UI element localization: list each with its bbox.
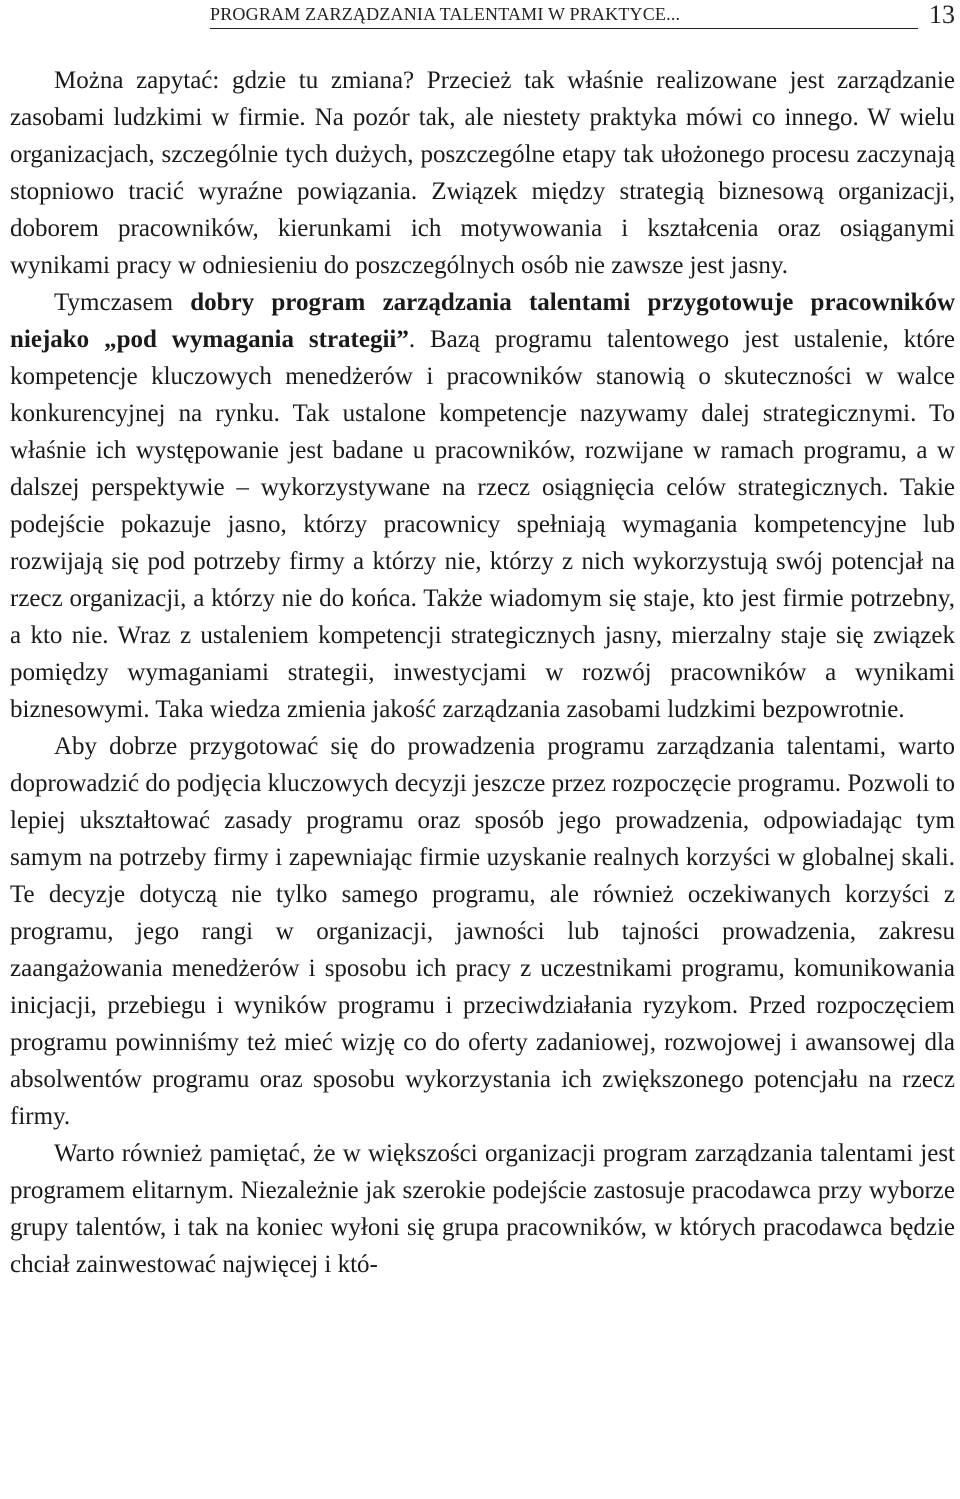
page-number: 13: [929, 0, 955, 29]
body-text: [10, 62, 955, 1283]
header-rule: [210, 28, 918, 29]
paragraph-4: Warto również pamiętać, że w większości organizacji program zarządzania talentami jest programem elitarnym. Niezależnie jak szerokie podejście zastosuje pracodawca przy wyborze grupy talentów, i tak na koniec wyłoni się grupa pracowników, w których pracodawca będzie chciał zainwestować najwięcej i któ-: [10, 1140, 955, 1278]
paragraph-2-bold-statement: dobry program zarządzania talentami przygotowuje pracowników niejako „pod wymagania strategii”: [10, 289, 956, 353]
paragraph-3: Aby dobrze przygotować się do prowadzenia programu zarządzania talentami, warto doprowadzić do podjęcia kluczowych decyzji jeszcze przez rozpoczęcie programu. Pozwoli to lepiej ukształtować zasady programu oraz sposób jego prowadzenia, odpowiadając tym samym na potrzeby firmy i zapewniając firmie uzyskanie realnych korzyści w globalnej skali. Te decyzje dotyczą nie tylko samego programu, ale również oczekiwanych korzyści z programu, jego rangi w organizacji, jawności lub tajności prowadzenia, zakresu zaangażowania menedżerów i sposobu ich pracy z uczestnikami programu, komunikowania inicjacji, przebiegu i wyników programu i przeciwdziałania ryzykom. Przed rozpoczęciem programu powinniśmy też mieć wizję co do oferty zadaniowej, rozwojowej i awansowej dla absolwentów programu oraz sposobu wykorzystania ich zwiększonego potencjału na rzecz firmy.: [10, 733, 955, 1130]
paragraph-2-rest: . Bazą programu talentowego jest ustalenie, które kompetencje kluczowych menedżerów i pracowników stanowią o skuteczności w walce konkurencyjnej na rynku. Tak ustalone kompetencje nazywamy dalej strategicznymi. To właśnie ich występowanie jest badane u pracowników, rozwijane w ramach programu, a w dalszej perspektywie – wykorzystywane na rzecz osiągnięcia celów strategicznych. Takie podejście pokazuje jasno, którzy pracownicy spełniają wymagania kompetencyjne lub rozwijają się pod potrzeby firmy a którzy nie, którzy z nich wykorzystują swój potencjał na rzecz organizacji, a którzy nie do końca. Także wiadomym się staje, kto jest firmie potrzebny, a kto nie. Wraz z ustaleniem kompetencji strategicznych jasny, mierzalny staje się związek pomiędzy wymaganiami strategii, inwestycjami w rozwój pracowników a wynikami biznesowymi. Taka wiedza zmienia jakość zarządzania zasobami ludzkimi bezpowrotnie.: [10, 326, 955, 723]
paragraph-2-intro: Tymczasem: [54, 289, 191, 316]
page-header: [10, 0, 955, 38]
paragraph-1: Można zapytać: gdzie tu zmiana? Przecież tak właśnie realizowane jest zarządzanie zasobami ludzkimi w firmie. Na pozór tak, ale niestety praktyka mówi co innego. W wielu organizacjach, szczególnie tych dużych, poszczególne etapy tak ułożonego procesu zaczynają stopniowo tracić wyraźne powiązania. Związek między strategią biznesową organizacji, doborem pracowników, kierunkami ich motywowania i kształcenia oraz osiąganymi wynikami pracy w odniesieniu do poszczególnych osób nie zawsze jest jasny.: [10, 67, 955, 279]
paragraph-2: [10, 284, 955, 728]
running-title: PROGRAM ZARZĄDZANIA TALENTAMI W PRAKTYCE...: [210, 4, 681, 24]
